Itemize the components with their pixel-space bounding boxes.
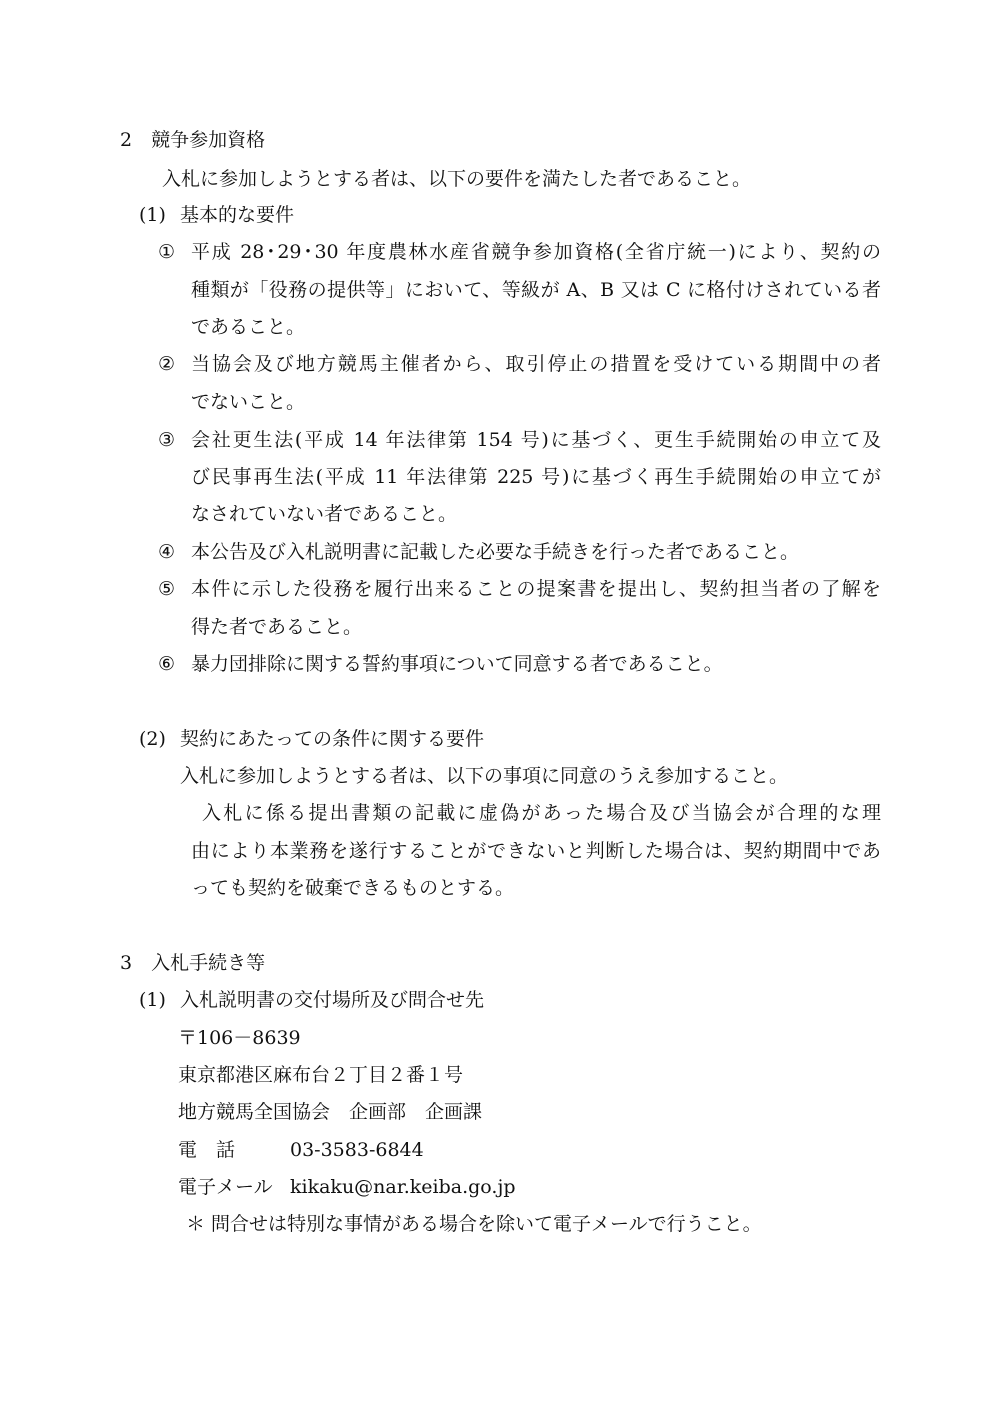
item-5-marker: ⑤ — [158, 578, 176, 600]
sub-3-1-label: (1) — [139, 989, 166, 1011]
tel-number: 03-3583-6844 — [290, 1139, 424, 1161]
organization: 地方競馬全国協会 企画部 企画課 — [178, 1101, 483, 1123]
sub-3-1-title: 入札説明書の交付場所及び問合せ先 — [180, 989, 485, 1011]
email-address[interactable]: kikaku@nar.keiba.go.jp — [290, 1176, 516, 1198]
contact-note: ＊ 問合せは特別な事情がある場合を除いて電子メールで行うこと。 — [186, 1213, 762, 1235]
section-2-intro: 入札に参加しようとする者は、以下の要件を満たした者であること。 — [162, 168, 752, 190]
item-3-line-1: 会社更生法(平成 14 年法律第 154 号)に基づく、更生手続開始の申立て及 — [191, 429, 881, 451]
item-5-line-2: 得た者であること。 — [191, 616, 363, 638]
item-3-marker: ③ — [158, 429, 176, 451]
sub-2-line-2: 由により本業務を遂行することができないと判断した場合は、契約期間中であ — [191, 840, 881, 862]
item-4-marker: ④ — [158, 541, 176, 563]
item-2-line-2: でないこと。 — [191, 391, 306, 413]
item-3-line-3: なされていない者であること。 — [191, 503, 458, 525]
item-4-line-1: 本公告及び入札説明書に記載した必要な手続きを行った者であること。 — [191, 541, 800, 563]
item-1-marker: ① — [158, 241, 176, 263]
email-label: 電子メール — [178, 1176, 273, 1198]
section-3-heading: 3 入札手続き等 — [120, 952, 266, 974]
item-2-marker: ② — [158, 353, 176, 375]
sub-2-line-1: 入札に係る提出書類の記載に虚偽があった場合及び当協会が合理的な理 — [202, 802, 881, 824]
address: 東京都港区麻布台２丁目２番１号 — [178, 1064, 464, 1086]
item-1-line-3: であること。 — [191, 316, 306, 338]
sub-2-line-3: っても契約を破棄できるものとする。 — [191, 877, 515, 899]
item-3-line-2: び民事再生法(平成 11 年法律第 225 号)に基づく再生手続開始の申立てが — [191, 466, 881, 488]
item-1-line-1: 平成 28･29･30 年度農林水産省競争参加資格(全省庁統一)により、契約の — [191, 241, 881, 263]
sub-2-title: 契約にあたっての条件に関する要件 — [180, 728, 485, 750]
tel-label: 電 話 — [178, 1139, 236, 1161]
sub-1-title: 基本的な要件 — [180, 204, 295, 226]
section-2-heading: 2 競争参加資格 — [120, 129, 266, 151]
item-6-line-1: 暴力団排除に関する誓約事項について同意する者であること。 — [191, 653, 723, 675]
item-5-line-1: 本件に示した役務を履行出来ることの提案書を提出し、契約担当者の了解を — [191, 578, 881, 600]
sub-2-intro: 入札に参加しようとする者は、以下の事項に同意のうえ参加すること。 — [180, 765, 789, 787]
sub-2-label: (2) — [139, 728, 166, 750]
postal-code: 〒106－8639 — [178, 1027, 301, 1049]
item-1-line-2: 種類が「役務の提供等」において、等級が A、B 又は C に格付けされている者 — [191, 279, 881, 301]
item-6-marker: ⑥ — [158, 653, 176, 675]
item-2-line-1: 当協会及び地方競馬主催者から、取引停止の措置を受けている期間中の者 — [191, 353, 881, 375]
sub-1-label: (1) — [139, 204, 166, 226]
